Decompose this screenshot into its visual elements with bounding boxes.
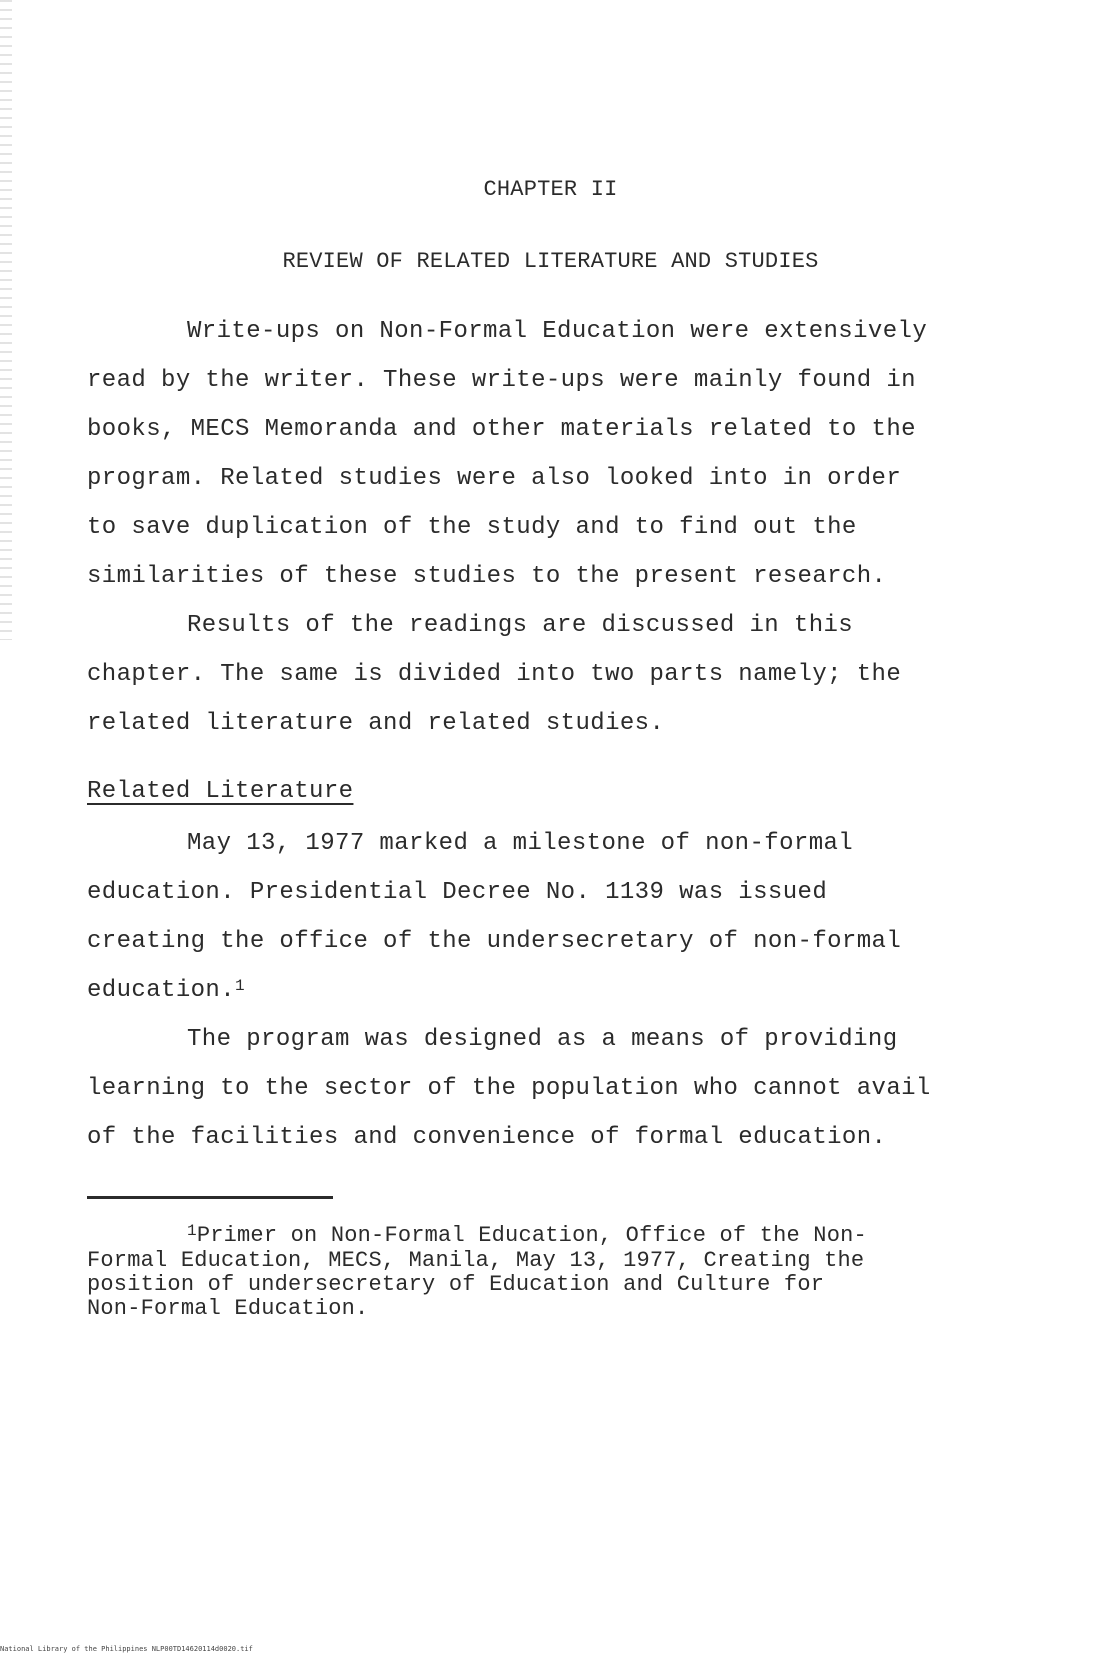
footnote-line-1-text: Primer on Non-Formal Education, Office of the Non- <box>196 1223 867 1248</box>
intro-line-3: books, MECS Memoranda and other materials related to the <box>87 416 916 443</box>
footnote-line-1 <box>187 1224 867 1249</box>
section-line-5: The program was designed as a means of providing <box>187 1026 898 1053</box>
scan-edge-noise <box>0 0 12 640</box>
footnote-marker: 1 <box>235 977 246 995</box>
footnote-line-4: Non-Formal Education. <box>87 1296 369 1321</box>
footnote-divider <box>87 1196 333 1199</box>
section-line-4 <box>87 977 245 1006</box>
section-heading: Related Literature <box>87 778 354 805</box>
section-line-1: May 13, 1977 marked a milestone of non-formal <box>187 830 854 857</box>
section-line-3: creating the office of the undersecretary of non-formal <box>87 928 902 955</box>
chapter-title: REVIEW OF RELATED LITERATURE AND STUDIES <box>282 249 819 274</box>
intro-line-4: program. Related studies were also looked into in order <box>87 465 902 492</box>
intro-line-1: Write-ups on Non-Formal Education were extensively <box>187 318 928 345</box>
section-line-4-text: education. <box>87 977 236 1004</box>
chapter-heading: CHAPTER II <box>483 177 618 202</box>
section-line-7: of the facilities and convenience of formal education. <box>87 1124 887 1151</box>
intro-line-6: similarities of these studies to the present research. <box>87 563 887 590</box>
archive-footer: National Library of the Philippines NLP00TD14620114d0020.tif <box>0 1645 253 1653</box>
footnote-line-2: Formal Education, MECS, Manila, May 13, 1977, Creating the <box>87 1248 865 1273</box>
intro-line-5: to save duplication of the study and to find out the <box>87 514 857 541</box>
section-line-2: education. Presidential Decree No. 1139 was issued <box>87 879 828 906</box>
intro-line-9: related literature and related studies. <box>87 710 665 737</box>
intro-line-2: read by the writer. These write-ups were mainly found in <box>87 367 916 394</box>
footnote-number: 1 <box>187 1222 197 1240</box>
intro-line-8: chapter. The same is divided into two parts namely; the <box>87 661 902 688</box>
section-line-6: learning to the sector of the population who cannot avail <box>87 1075 931 1102</box>
footnote-line-3: position of undersecretary of Education and Culture for <box>87 1272 825 1297</box>
intro-line-7: Results of the readings are discussed in this <box>187 612 854 639</box>
